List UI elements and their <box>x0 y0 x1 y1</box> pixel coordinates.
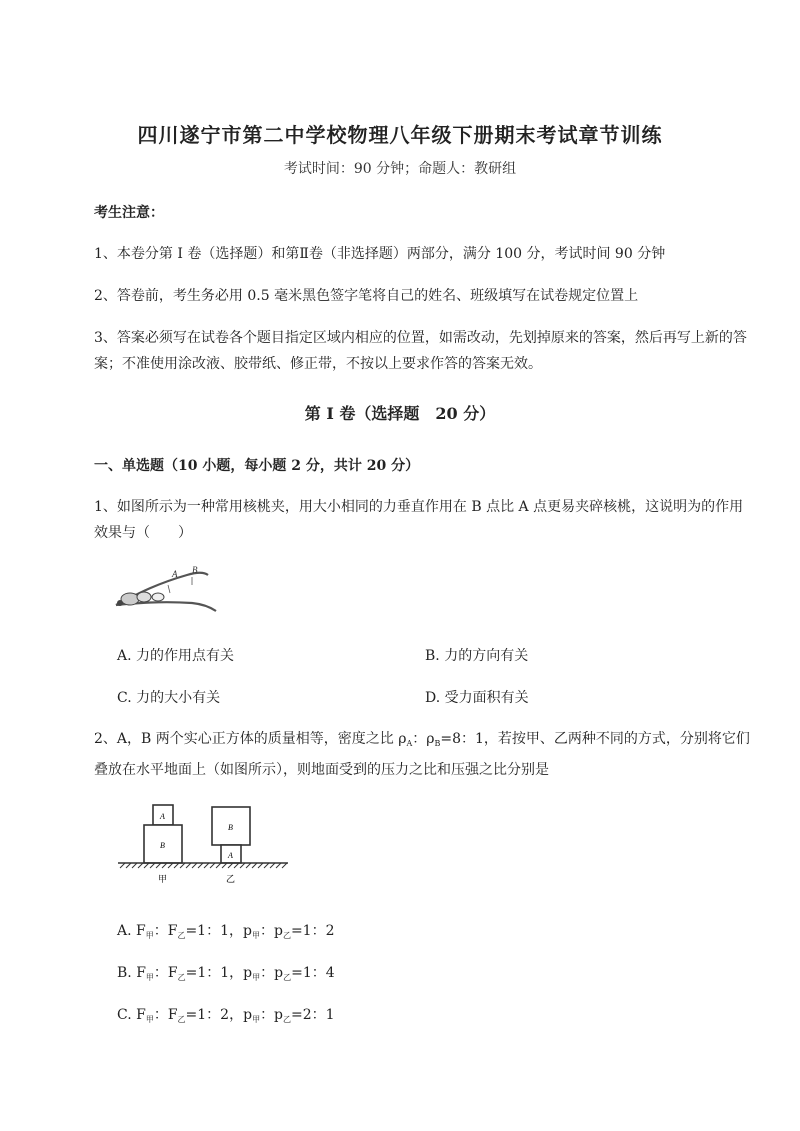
notice-item: 3、答案必须写在试卷各个题目指定区域内相应的位置，如需改动，先划掉原来的答案，然后再写上新的答案；不准使用涂改液、胶带纸、修正带，不按以上要求作答的答案无效。 <box>94 330 747 372</box>
figure-jia-label: 甲 <box>158 875 168 885</box>
figure-jia-bottom-label: B <box>160 841 165 850</box>
figure-yi-top-label: B <box>228 823 233 832</box>
q1-option-b[interactable]: B. 力的方向有关 <box>425 648 529 664</box>
point-a-label: A <box>172 569 178 579</box>
q1-option-c[interactable]: C. 力的大小有关 <box>117 690 221 706</box>
notice-heading: 考生注意： <box>94 205 164 221</box>
figure-yi-bottom-label: A <box>228 851 233 860</box>
notice-item: 1、本卷分第 I 卷（选择题）和第Ⅱ卷（非选择题）两部分，满分 100 分，考试时间 90 分钟 <box>94 246 666 262</box>
stacked-cubes-figure <box>116 802 292 890</box>
q1-option-a[interactable]: A. 力的作用点有关 <box>117 648 235 664</box>
page-title: 四川遂宁市第二中学校物理八年级下册期末考试章节训练 <box>137 123 663 147</box>
point-b-label: B <box>192 565 198 575</box>
section-title: 第 I 卷（选择题 20 分） <box>304 404 496 423</box>
exam-info: 考试时间：90 分钟；命题人：教研组 <box>283 161 517 177</box>
question-1-stem: 1、如图所示为一种常用核桃夹，用大小相同的力垂直作用在 B 点比 A 点更易夹碎核桃，这说明为的作用效果与（ ） <box>94 499 744 541</box>
q1-option-d[interactable]: D. 受力面积有关 <box>425 690 529 706</box>
notice-item: 2、答卷前，考生务必用 0.5 毫米黑色签字笔将自己的姓名、班级填写在试卷规定位置上 <box>94 288 639 304</box>
q2-option-a[interactable]: A. $F_甲$：$F_乙=1$：1，$p_甲$：$p_乙=1$：2 <box>117 923 335 940</box>
question-2-stem: 2、A，B 两个实心正方体的质量相等，密度之比 $\rho_A$：$\rho_B=8$：1，若按甲、乙两种不同的方式，分别将它们叠放在水平地面上（如图所示），则地面受到的压力之比和压强之比分别是 <box>94 731 750 778</box>
nutcracker-figure <box>112 563 222 615</box>
figure-yi-label: 乙 <box>226 875 236 885</box>
figure-jia-top-label: A <box>160 812 165 821</box>
q2-option-c[interactable]: C. $F_甲$：$F_乙=1$：2，$p_甲$：$p_乙=2$：1 <box>117 1007 335 1024</box>
q2-option-b[interactable]: B. $F_甲$：$F_乙=1$：1，$p_甲$：$p_乙=1$：4 <box>117 965 335 982</box>
part-heading: 一、单选题（10 小题，每小题 2 分，共计 20 分） <box>94 458 420 474</box>
